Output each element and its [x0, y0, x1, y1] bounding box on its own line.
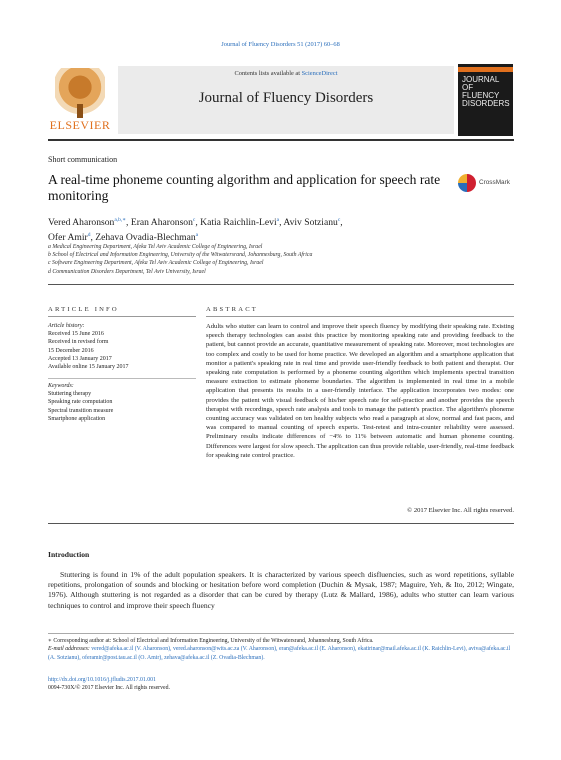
author-separator: , — [90, 232, 96, 244]
doi-block — [48, 676, 514, 693]
email-label: E-mail addresses: — [48, 646, 90, 653]
author-separator: , — [195, 217, 201, 229]
affiliation-c: c Software Engineering Department, Afeka Tel Aviv Academic College of Engineering, Israel — [48, 260, 264, 267]
journal-reference[interactable]: Journal of Fluency Disorders 51 (2017) 60–68 — [221, 41, 340, 48]
affiliation-b: b School of Electrical and Information Engineering, University of the Witwatersrand, Johannesburg, South Africa — [48, 252, 313, 259]
author-name[interactable]: Zehava Ovadia-Blechman — [95, 232, 196, 244]
crossmark-icon — [458, 174, 476, 192]
author-separator: , — [279, 217, 284, 229]
history-item: Received 15 June 2016 — [48, 331, 104, 338]
author-separator: , — [340, 217, 343, 229]
article-history — [48, 322, 196, 371]
history-item: 15 December 2016 — [48, 347, 94, 354]
author-name[interactable]: Katia Raichlin-Levi — [200, 217, 277, 229]
keyword: Smartphone application — [48, 415, 106, 422]
journal-header-box — [118, 66, 454, 134]
contents-prefix: Contents lists available at — [234, 70, 302, 77]
introduction-text: Stuttering is found in 1% of the adult population speakers. It is characterized by various speech disfluencies, such as word repetitions, syllable repetitions, prolongation of sounds and blocking or hesitation before word completion (Duchin & Mysak, 1987; Maguire, Yeh, & Ito, 2012; Wingate, 1976). Although stuttering is not regarded as a disorder that can be cured by therapy (Lutz & Mallard, 1986), adults who stutter can learn various techniques to control and improve their speech fluency — [48, 570, 514, 610]
author-affiliation-marker[interactable]: c — [192, 217, 196, 223]
keyword: Speaking rate computation — [48, 399, 113, 406]
author-name[interactable]: Aviv Sotzianu — [283, 217, 338, 229]
author-name[interactable]: Vered Aharonson — [48, 217, 115, 229]
author-list — [48, 214, 468, 244]
author-affiliation-marker[interactable]: c — [337, 217, 341, 223]
author-affiliation-marker[interactable]: a,b,∗ — [114, 217, 127, 223]
author-affiliation-marker[interactable]: a — [195, 232, 199, 239]
history-item: Received in revised form — [48, 339, 109, 346]
footnote-rule — [48, 633, 514, 634]
elsevier-logo — [49, 66, 111, 132]
cover-title: JOURNAL OF FLUENCY DISORDERS — [462, 75, 510, 108]
tree-trunk-icon — [77, 104, 83, 118]
article-info-rule — [48, 316, 196, 317]
keyword: Spectral transition measure — [48, 407, 114, 414]
abstract-text: Adults who stutter can learn to control and improve their speech fluency by modifying their speaking rate. Existing speech therapy technologies can assist this practice by monitoring speaking rate and providing feedback to the patient, but cannot provide an accurate, quantitative measurement of speaking rate. Moreover, most technologies are too complex and costly to be used for home practice. We developed an algorithm and a smartphone application that monitor a patient's speaking rate in real time and provide user-friendly feedback to both patient and therapist. Our speaking rate computation is performed by a phoneme counting algorithm which implements spectral transition measure extraction to estimate phoneme boundaries. The algorithm is implemented in real time in a mobile application that presents its results in a user-friendly interface. The application incorporates two modes: one provides the patient with visual feedback of his/her speech rate for self-practice and another provides the speech therapist with recordings, speech rate analysis and tools to manage the patient's practice. The algorithm's phoneme counting accuracy was validated on ten healthy subjects who read a paragraph at slow, normal and fast paces, and was compared to manual counting of speech experts. Test-retest and intra-counter reliability were assessed. Preliminary results indicate differences of −4% to 11% between automatic and human phoneme counting. Differences were largest for slow speech. The application can thus provide reliable, user-friendly, real-time feedback for speaking rate control practice. — [206, 323, 514, 459]
crossmark-button[interactable] — [458, 174, 518, 194]
article-info-heading: ARTICLE INFO — [48, 306, 119, 313]
footnotes — [48, 637, 514, 662]
article-title: A real-time phoneme counting algorithm and application for speech rate monitoring — [48, 172, 441, 203]
author-name[interactable]: Eran Aharonson — [130, 217, 193, 229]
affiliation-a: a Medical Engineering Department, Afeka Tel Aviv Academic College of Engineering, Israel — [48, 244, 263, 250]
history-item: Available online 15 January 2017 — [48, 364, 129, 371]
abstract-heading: ABSTRACT — [206, 306, 259, 313]
abstract-rule — [206, 316, 514, 317]
email-links[interactable]: vered@afeka.ac.il (V. Aharonson), vered.aharonson@wits.ac.za (V. Aharonson), eran@afeka.ac.il (E. Aharonson), ekatirinar@mail.afeka.ac.il (K. Raichlin-Levi), aviva@afeka.ac.il (A. Sotzianu), oferamir@post.tau.ac.il (O. Amir), zehava@afeka.ac.il (Z. Ovadia-Blechman). — [48, 646, 511, 661]
contents-line — [118, 70, 454, 77]
keyword: Stuttering therapy — [48, 391, 92, 398]
history-label: Article history: — [48, 323, 85, 329]
cover-band — [458, 67, 513, 72]
author-affiliation-marker[interactable]: a — [276, 217, 280, 223]
article-type: Short communication — [48, 155, 118, 164]
abstract-end-rule — [48, 523, 514, 524]
keywords-label: Keywords: — [48, 383, 74, 389]
publisher-name: ELSEVIER — [49, 118, 111, 132]
author-name[interactable]: Ofer Amir — [48, 232, 88, 244]
sciencedirect-link[interactable]: ScienceDirect — [301, 70, 338, 77]
email-addresses — [48, 645, 514, 662]
keywords — [48, 382, 196, 423]
author-separator: , — [126, 217, 131, 229]
affiliation-d: d Communication Disorders Department, Tel Aviv University, Israel — [48, 268, 206, 275]
copyright: © 2017 Elsevier Inc. All rights reserved. — [407, 507, 514, 514]
header-rule — [48, 139, 514, 141]
journal-title[interactable]: Journal of Fluency Disorders — [198, 90, 374, 106]
author-affiliation-marker[interactable]: d — [87, 232, 91, 239]
doi-link[interactable]: http://dx.doi.org/10.1016/j.jfludis.2017.01.001 — [48, 677, 156, 683]
affiliations — [48, 243, 514, 276]
journal-cover-image[interactable] — [458, 64, 513, 136]
section-rule — [48, 284, 514, 285]
crossmark-label: CrossMark — [479, 179, 510, 186]
keywords-rule — [48, 378, 196, 379]
corresponding-author-note: ∗ Corresponding author at: School of Electrical and Information Engineering, University of the Witwatersrand, Johannesburg, South Africa. — [48, 638, 374, 644]
issn-line: 0094-730X/© 2017 Elsevier Inc. All rights reserved. — [48, 685, 170, 692]
introduction-heading: Introduction — [48, 550, 90, 559]
history-item: Accepted 13 January 2017 — [48, 355, 112, 362]
